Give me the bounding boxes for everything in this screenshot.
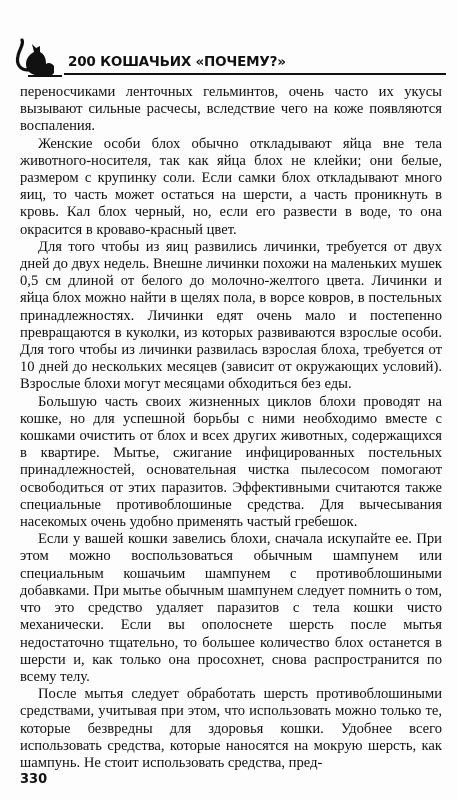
body-text bbox=[20, 84, 442, 772]
cat-silhouette-icon bbox=[14, 36, 70, 78]
header-title: 200 КОШАЧЬИХ «ПОЧЕМУ?» bbox=[68, 54, 286, 70]
paragraph: Для того чтобы из яиц развились личинки, требуется от двух дней до двух недель. Внешне личинки похожи на маленьких мушек 0,5 см длиной от белого до молочно-желтого цвета. Личинки и яйца блох можно найти в щелях пола, в ворсе ковров, в постельных принадлежностях. Личинки едят очень мало и постепенно превращаются в куколки, из которых развиваются взрослые особи. Для того чтобы из личинки развилась взрослая блоха, требуется от 10 дней до нескольких месяцев (зависит от окружающих условий). Взрослые блохи могут месяцами обходиться без еды. bbox=[20, 238, 442, 393]
paragraph: переносчиками ленточных гельминтов, очень часто их укусы вызывают сильные расчесы, вследствие чего на коже появляются воспаления. bbox=[20, 84, 442, 135]
paragraph: Большую часть своих жизненных циклов блохи проводят на кошке, но для успешной борьбы с ними необходимо вместе с кошками очистить от блох и всех других животных, содержащихся в квартире. Мытье, сжигание инфицированных постельных принадлежностей, основательная чистка пылесосом помогают освободиться от этих паразитов. Эффективными считаются также специальные противоблошиные средства. Для вычесывания насекомых очень удобно применять частый гребешок. bbox=[20, 393, 442, 531]
running-header bbox=[14, 36, 446, 78]
paragraph: После мытья следует обработать шерсть противоблошиными средствами, учитывая при этом, что использовать можно только те, которые безвредны для здоровья кошки. Удобнее всего использовать средства, которые наносятся на мокрую шерсть, как шампунь. Не стоит использовать средства, пред- bbox=[20, 686, 442, 771]
page-number: 330 bbox=[20, 772, 48, 787]
header-rule bbox=[64, 73, 446, 75]
paragraph: Женские особи блох обычно откладывают яйца вне тела животного-носителя, так как яйца блох не клейки; они белые, размером с крупинку соли. Если самки блох откладывают много яиц, то часть может остаться на шерсти, а часть проникнуть в кровь. Кал блох черный, но, если его развести в воде, то она окрасится в кроваво-красный цвет. bbox=[20, 135, 442, 238]
paragraph: Если у вашей кошки завелись блохи, сначала искупайте ее. При этом можно воспользоваться обычным шампунем или специальным кошачьим шампунем с противоблошиными добавками. При мытье обычным шампунем следует помнить о том, что это средство удаляет паразитов с тела кошки чисто механически. Если вы ополоснете шерсть после мытья недостаточно тщательно, то большее количество блох останется в шерсти и, как только она просохнет, снова распространится по всему телу. bbox=[20, 531, 442, 685]
